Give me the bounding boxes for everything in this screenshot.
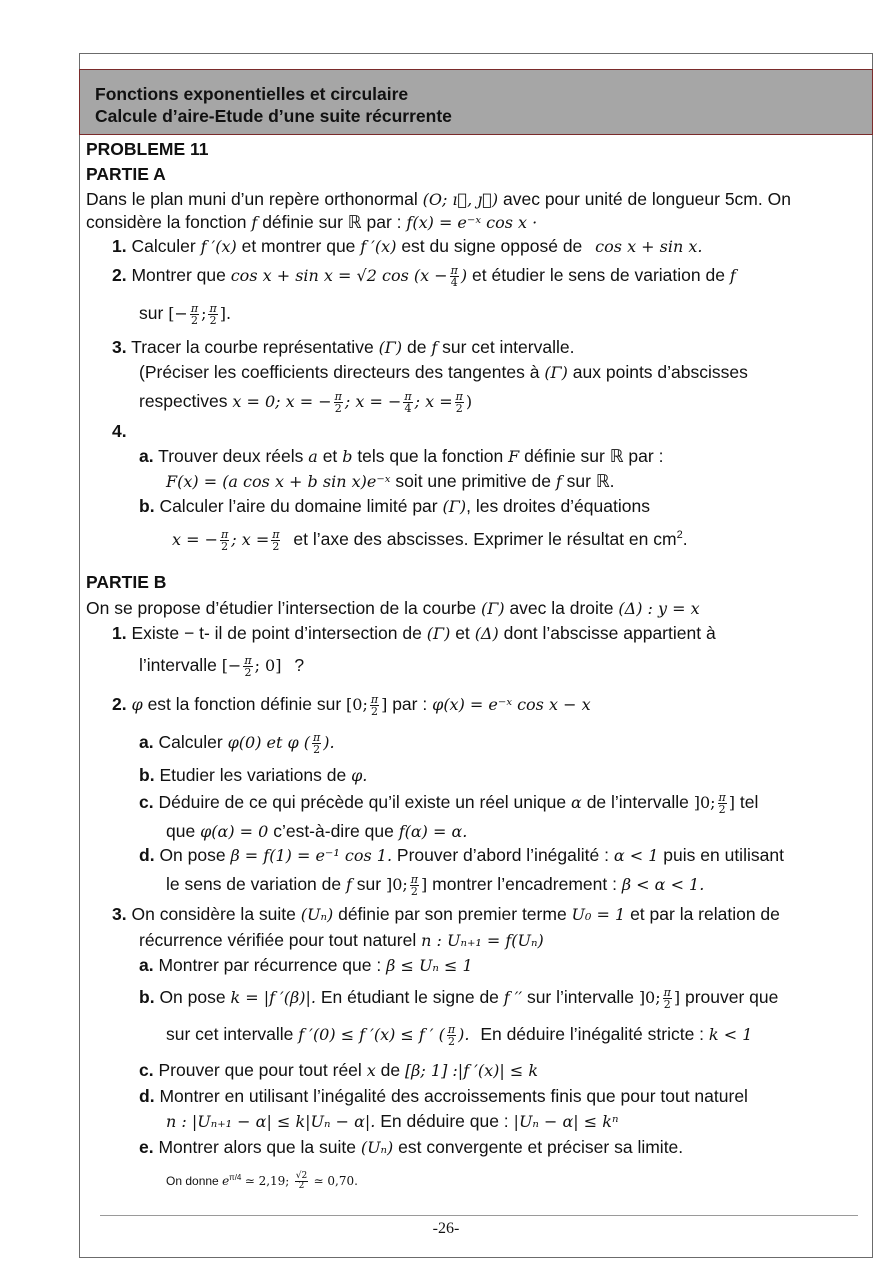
part-a-q3: 3. Tracer la courbe représentative (Γ) de f sur cet intervalle. — [112, 337, 575, 357]
part-a-q4b: b. Calculer l’aire du domaine limité par (Γ), les droites d’équations — [139, 496, 650, 516]
part-a-q4a: a. Trouver deux réels a et b tels que la fonction F définie sur ℝ par : — [139, 446, 664, 466]
chapter-title-line2: Calcule d’aire-Etude d’une suite récurrente — [95, 106, 452, 126]
part-b-q3: 3. On considère la suite (Uₙ) définie par son premier terme U₀ = 1 et par la relation de — [112, 904, 780, 924]
part-b-q2d: d. On pose β = f(1) = e⁻¹ cos 1. Prouver d’abord l’inégalité : α < 1 puis en utilisant — [139, 845, 784, 865]
part-b-q3c: c. Prouver que pour tout réel x de [β; 1] :|f ′(x)| ≤ k — [139, 1060, 539, 1080]
part-a-q4b-line2: x = − $\frac{\pi}{2}$ ; x = $\frac{\pi}{2}$ et l’axe des abscisses. Exprimer le résultat en $cm^2$. — [172, 527, 688, 553]
given-values-note: On donne $e^{\pi/4}$ ≃ 2,19; $\frac{√2}{2}$ ≃ 0,70. — [166, 1171, 358, 1192]
part-b-q3a: a. Montrer par récurrence que : β ≤ Uₙ ≤ 1 — [139, 955, 473, 975]
part-a-q4a-line2: F(x) = (a cos x + b sin x)e⁻ˣ soit une primitive de f sur ℝ. — [166, 471, 615, 491]
part-b-q3b-line2: sur cet intervalle f ′(0) ≤ f ′(x) ≤ f ′ ( $\frac{\pi}{2}$ ). En déduire l’inégalité stricte : k < 1 — [166, 1022, 753, 1048]
footer-rule — [100, 1215, 858, 1216]
part-a-q2: 2. Montrer que cos x + sin x = √2 cos (x − $\frac{\pi}{4}$ ) et étudier le sens de variation de f — [112, 263, 736, 289]
part-a-q1: 1. Calculer f ′(x) et montrer que f ′(x) est du signe opposé de cos x + sin x. — [112, 236, 703, 256]
chapter-header — [79, 69, 873, 135]
part-b-title: PARTIE B — [86, 572, 167, 592]
part-b-q3b: b. On pose k = |f ′(β)|. En étudiant le signe de f ′′ sur l’intervalle ]0; $\frac{\pi}{2}$ ] prouver que — [139, 985, 779, 1011]
part-a-q2-interval: sur [− $\frac{\pi}{2}$ ; $\frac{\pi}{2}$ ]. — [139, 301, 232, 327]
part-b-q3d: d. Montrer en utilisant l’inégalité des accroissements finis que pour tout naturel — [139, 1086, 748, 1106]
part-b-q2c: c. Déduire de ce qui précède qu’il existe un réel unique α de l’intervalle ]0; $\frac{\pi}{2}$ ] tel — [139, 790, 759, 816]
part-b-q3d-line2: n : |Uₙ₊₁ − α| ≤ k|Uₙ − α|. En déduire que : |Uₙ − α| ≤ kⁿ — [166, 1111, 619, 1131]
part-a-q4-num: 4. — [112, 421, 127, 441]
chapter-title-line1: Fonctions exponentielles et circulaire — [95, 84, 409, 104]
part-b-intro: On se propose d’étudier l’intersection de la courbe (Γ) avec la droite (Δ) : y = x — [86, 598, 700, 618]
part-b-q3e: e. Montrer alors que la suite (Uₙ) est convergente et préciser sa limite. — [139, 1137, 684, 1157]
part-a-q3-line2: (Préciser les coefficients directeurs des tangentes à (Γ) aux points d’abscisses — [139, 362, 748, 382]
problem-title: PROBLEME 11 — [86, 139, 209, 159]
part-b-q3-line2: récurrence vérifiée pour tout naturel n : Uₙ₊₁ = f(Uₙ) — [139, 930, 544, 950]
part-b-q1: 1. Existe − t- il de point d’intersection de (Γ) et (Δ) dont l’abscisse appartient à — [112, 623, 716, 643]
page-number: -26- — [432, 1220, 460, 1237]
part-b-q2a: a. Calculer φ(0) et φ ( $\frac{\pi}{2}$ ). — [139, 730, 335, 756]
part-b-q1-line2: l’intervalle [− $\frac{\pi}{2}$ ; 0] ? — [139, 653, 305, 679]
part-a-q3-line3: respectives x = 0; x = − $\frac{\pi}{2}$ ; x = − $\frac{\pi}{4}$ ; x = $\frac{\pi}{2}$ ) — [139, 389, 473, 415]
part-b-q2d-line2: le sens de variation de f sur ]0; $\frac{\pi}{2}$ ] montrer l’encadrement : β < α < 1. — [166, 872, 705, 898]
part-b-q2b: b. Etudier les variations de φ. — [139, 765, 368, 785]
part-b-q2c-line2: que φ(α) = 0 c’est-à-dire que f(α) = α. — [166, 821, 468, 841]
part-a-intro-line1: Dans le plan muni d’un repère orthonormal (O; ı⃗, ȷ⃗) avec pour unité de longueur 5cm. On — [86, 189, 791, 209]
part-b-q2: 2. φ est la fonction définie sur [0; $\frac{\pi}{2}$ ] par : φ(x) = e⁻ˣ cos x − x — [112, 692, 591, 718]
part-a-title: PARTIE A — [86, 164, 166, 184]
part-a-intro-line2: considère la fonction f définie sur ℝ par : f(x) = e⁻ˣ cos x · — [86, 212, 538, 232]
